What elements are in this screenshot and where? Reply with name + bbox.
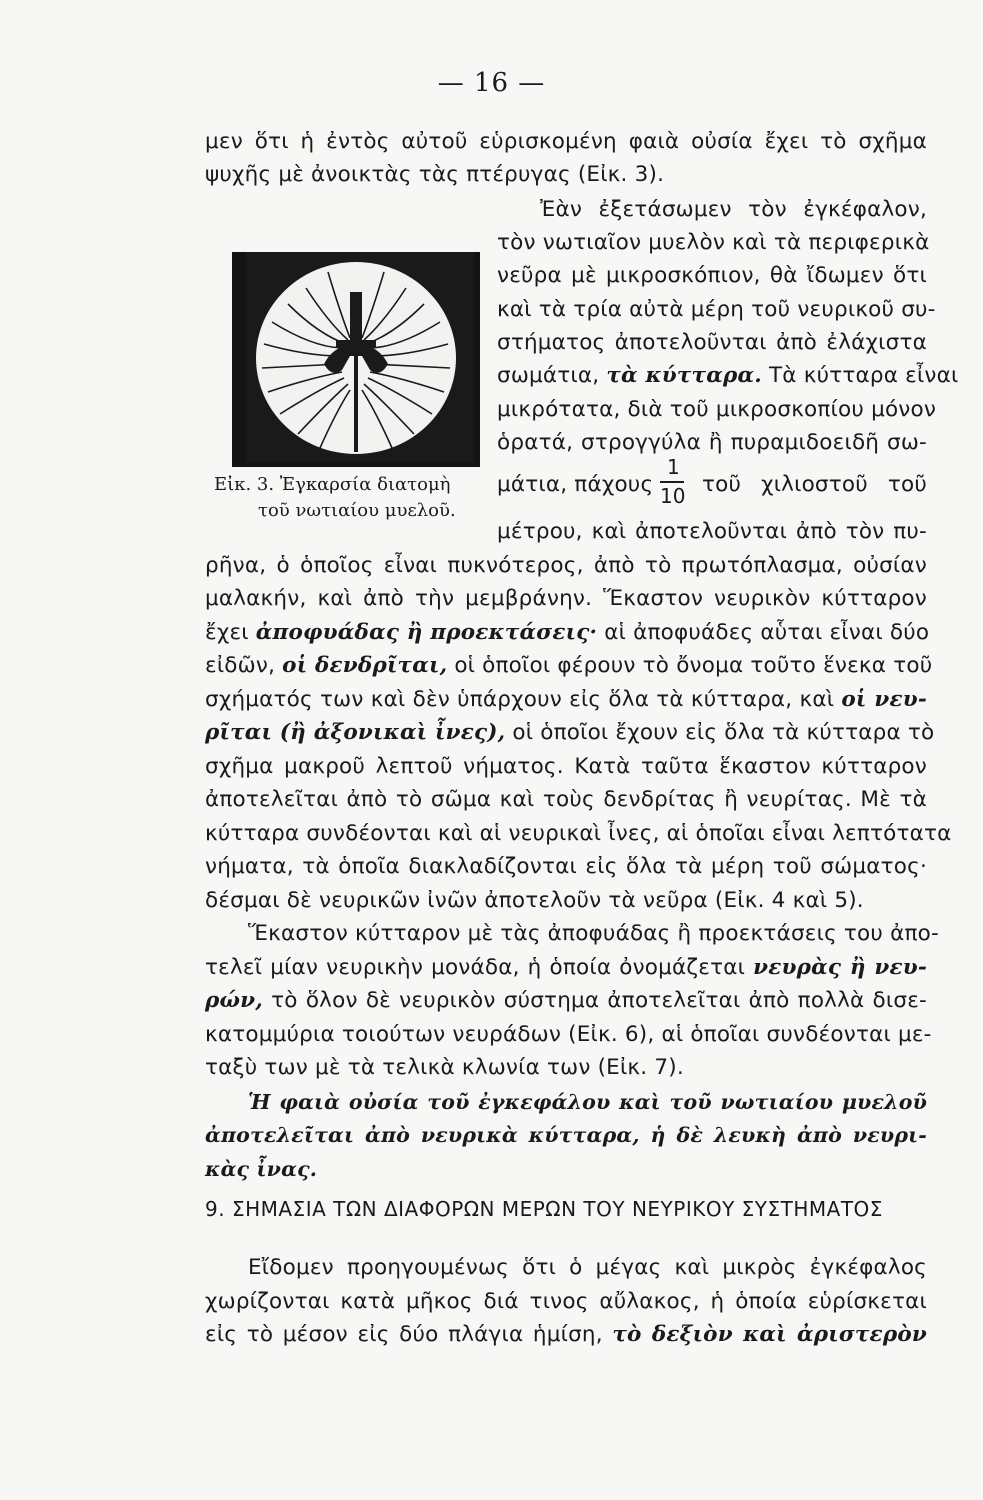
bold-summary-line: Ἡ φαιὰ οὐσία τοῦ ἐγκεφάλου καὶ τοῦ νωτιαίου μυελοῦ	[248, 1090, 927, 1114]
text-fragment: σωμάτια,	[497, 363, 600, 388]
fraction-numerator: 1	[667, 455, 680, 479]
text-line: τοῦ χιλιοστοῦ τοῦ	[702, 472, 927, 497]
text-line: χωρίζονται κατὰ μῆκος διά τινος αὔλακος, ἡ ὁποία εὑρίσκεται	[205, 1289, 927, 1314]
text-line	[205, 651, 933, 681]
text-line: ὁρατά, στρογγύλα ἢ πυραμιδοειδῆ σω-	[497, 430, 927, 455]
text-line: ψυχῆς μὲ ἀνοικτὰς τὰς πτέρυγας (Εἰκ. 3).	[205, 162, 665, 187]
text-line: ταξὺ των μὲ τὰ τελικὰ κλωνία των (Εἰκ. 7).	[205, 1055, 684, 1080]
page-number: — 16 —	[437, 68, 546, 98]
text-line: ρῆνα, ὁ ὁποῖος εἶναι πυκνότερος, ἀπὸ τὸ πρωτόπλασμα, οὐσίαν	[205, 553, 927, 578]
text-fragment: τελεῖ μίαν νευρικὴν μονάδα, ἡ ὁποία ὀνομάζεται	[205, 955, 746, 980]
emphasis-term: ρών,	[205, 988, 263, 1013]
text-fragment: αἱ ἀποφυάδες αὗται εἶναι δύο	[604, 620, 930, 645]
text-line: Ἐὰν ἐξετάσωμεν τὸν ἐγκέφαλον,	[540, 197, 927, 222]
text-line: κατομμύρια τοιούτων νευράδων (Εἰκ. 6), αἱ ὁποῖαι συνδέονται με-	[205, 1022, 932, 1047]
text-fragment: ἔχει	[205, 620, 249, 645]
emphasis-term: ἀποφυάδας ἢ προεκτάσεις·	[255, 620, 598, 645]
text-line: μέτρου, καὶ ἀποτελοῦνται ἀπὸ τὸν πυ-	[497, 519, 927, 544]
text-line: σχῆμα μακροῦ λεπτοῦ νήματος. Κατὰ ταῦτα ἕκαστον κύτταρον	[205, 754, 927, 779]
bold-summary-line: κὰς ἶνας.	[205, 1157, 318, 1181]
text-line	[205, 953, 927, 983]
text-line: τὸν νωτιαῖον μυελὸν καὶ τὰ περιφερικὰ	[497, 230, 930, 255]
text-fragment: οἱ ὁποῖοι φέρουν τὸ ὄνομα τοῦτο ἕνεκα τοῦ	[454, 653, 933, 678]
text-line: δέσμαι δὲ νευρικῶν ἰνῶν ἀποτελοῦν τὰ νεῦρα (Εἰκ. 4 καὶ 5).	[205, 888, 864, 913]
text-line: μεν ὅτι ἡ ἐντὸς αὐτοῦ εὑρισκομένη φαιὰ οὐσία ἔχει τὸ σχῆμα	[205, 129, 927, 154]
text-line: μαλακήν, καὶ ἀπὸ τὴν μεμβράνην. Ἕκαστον νευρικὸν κύτταρον	[205, 586, 927, 611]
text-fragment: οἱ ὁποῖοι ἔχουν εἰς ὅλα τὰ κύτταρα τὸ	[512, 720, 935, 745]
text-line	[497, 361, 959, 391]
bold-summary-line: ἀποτελεῖται ἀπὸ νευρικὰ κύτταρα, ἡ δὲ λευκὴ ἀπὸ νευρι-	[205, 1123, 927, 1147]
emphasis-term: τὰ κύτταρα.	[606, 363, 762, 388]
emphasis-term: οἱ δενδρῖται,	[282, 653, 448, 678]
text-line: μάτια, πάχους	[497, 472, 654, 497]
section-heading: 9. ΣΗΜΑΣΙΑ ΤΩΝ ΔΙΑΦΟΡΩΝ ΜΕΡΩΝ ΤΟΥ ΝΕΥΡΙΚΟΥ ΣΥΣΤΗΜΑΤΟΣ	[205, 1197, 883, 1221]
emphasis-term: οἱ νευ-	[841, 687, 927, 712]
text-fragment: σχήματός των καὶ δὲν ὑπάρχουν εἰς ὅλα τὰ κύτταρα, καὶ	[205, 687, 835, 712]
text-line	[205, 1320, 927, 1350]
text-line: νεῦρα μὲ μικροσκόπιον, θὰ ἴδωμεν ὅτι	[497, 263, 927, 288]
text-fragment: τὸ ὅλον δὲ νευρικὸν σύστημα ἀποτελεῖται ἀπὸ πολλὰ δισε-	[271, 988, 927, 1013]
fraction-bar	[660, 481, 684, 483]
text-fragment: εἰδῶν,	[205, 653, 276, 678]
text-line: μικρότατα, διὰ τοῦ μικροσκοπίου μόνον	[497, 397, 937, 422]
text-line: καὶ τὰ τρία αὐτὰ μέρη τοῦ νευρικοῦ συ-	[497, 297, 936, 322]
fraction-denominator: 10	[660, 484, 686, 508]
text-line: Εἴδομεν προηγουμένως ὅτι ὁ μέγας καὶ μικρὸς ἐγκέφαλος	[248, 1255, 927, 1280]
spinal-cord-cross-section-icon	[232, 252, 480, 467]
text-line: στήματος ἀποτελοῦνται ἀπὸ ἐλάχιστα	[497, 330, 927, 355]
text-line	[205, 986, 927, 1016]
emphasis-term: νευρὰς ἢ νευ-	[753, 955, 927, 980]
text-line	[205, 618, 930, 648]
text-line	[205, 685, 927, 715]
emphasis-term: τὸ δεξιὸν καὶ ἀριστερὸν	[612, 1322, 927, 1347]
text-line	[205, 718, 935, 748]
text-fragment: Τὰ κύτταρα εἶναι	[768, 363, 959, 388]
text-line: κύτταρα συνδέονται καὶ αἱ νευρικαὶ ἶνες, αἱ ὁποῖαι εἶναι λεπτότατα	[205, 821, 952, 846]
text-line: Ἕκαστον κύτταρον μὲ τὰς ἀποφυάδας ἢ προεκτάσεις του ἀπο-	[248, 921, 939, 946]
text-fragment: εἰς τὸ μέσον εἰς δύο πλάγια ἡμίση,	[205, 1322, 603, 1347]
text-line: ἀποτελεῖται ἀπὸ τὸ σῶμα καὶ τοὺς δενδρίτας ἢ νευρίτας. Μὲ τὰ	[205, 787, 927, 812]
text-line: νήματα, τὰ ὁποῖα διακλαδίζονται εἰς ὅλα τὰ μέρη τοῦ σώματος·	[205, 854, 927, 879]
figure-caption: Εἰκ. 3. Ἐγκαρσία διατομὴ	[214, 474, 451, 495]
figure-caption: τοῦ νωτιαίου μυελοῦ.	[258, 500, 456, 521]
emphasis-term: ρῖται (ἢ ἀξονικαὶ ἶνες),	[205, 720, 506, 745]
